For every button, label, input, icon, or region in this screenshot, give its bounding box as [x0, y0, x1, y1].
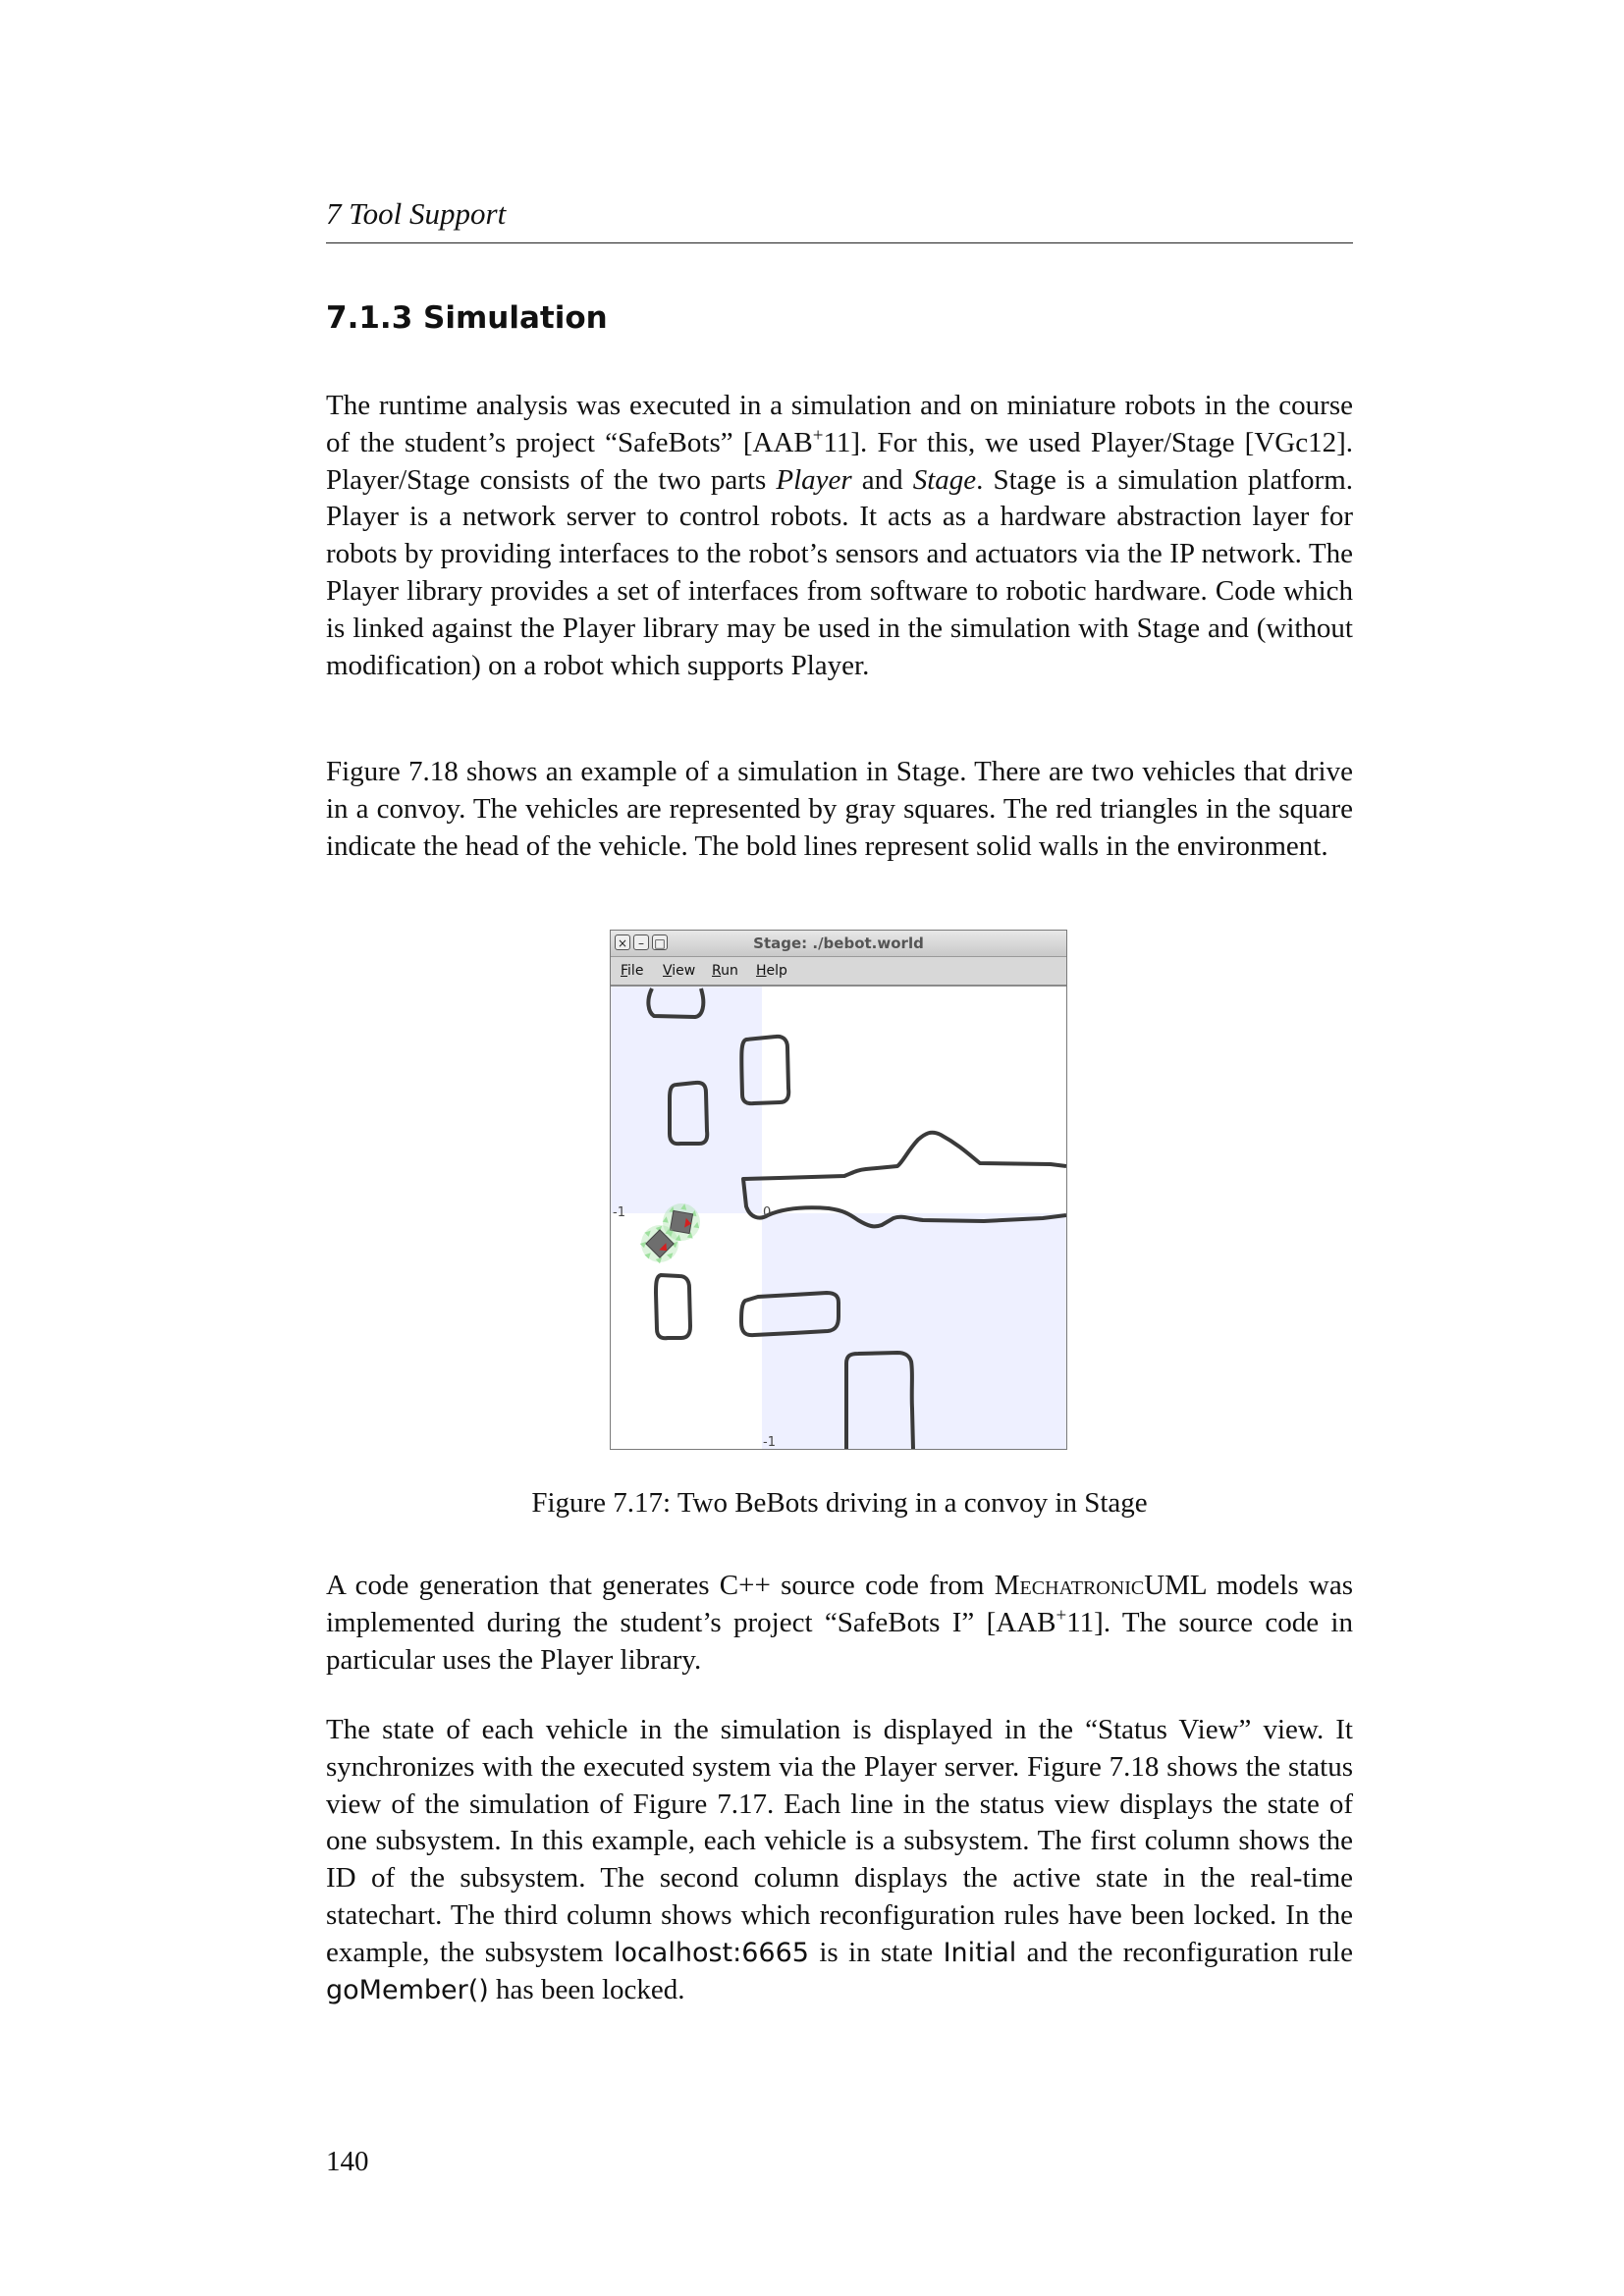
paragraph-figure-description: Figure 7.18 shows an example of a simulation in Stage. There are two vehicles that drive in a convoy. The vehicles are represented by gray squares. The red triangles in the square indicate the head of the vehicle. The bold lines represent solid walls in the environment. — [326, 756, 1353, 862]
shaded-quadrant-top-left — [611, 987, 762, 1213]
wall-obstacle — [656, 1275, 690, 1338]
stage-window — [610, 930, 1067, 1450]
wall-obstacle — [743, 1133, 1066, 1227]
paragraph-player-stage: The runtime analysis was executed in a simulation and on miniature robots in the course of the student’s project “SafeBots” [AAB+11]. For this, we used Player/Stage [VGc12]. Player/Stage consists of the two parts Player and Stage. Stage is a simulation platform. Player is a network server to control robots. It acts as a hardware abstraction layer for robots by providing interfaces to the robot’s sensors and actuators via the IP network. The Player library provides a set of interfaces from software to robotic hardware. Code which is linked against the Player library may be used in the simulation with Stage and (without modification) on a robot which supports Player. — [326, 390, 1354, 681]
running-header: 7 Tool Support — [326, 196, 507, 231]
figure-caption: Figure 7.17: Two BeBots driving in a convoy in Stage — [531, 1487, 1148, 1519]
axis-label-origin: 0 — [763, 1205, 772, 1220]
menu-help[interactable]: Help — [756, 963, 787, 979]
minimize-icon[interactable]: – — [633, 934, 649, 950]
menu-run[interactable]: Run — [712, 963, 738, 979]
close-icon[interactable]: × — [615, 934, 630, 950]
menu-view[interactable]: View — [663, 963, 696, 979]
simulation-canvas[interactable] — [611, 987, 1066, 1449]
paragraph-status-view: The state of each vehicle in the simulation is displayed in the “Status View” view. It synchronizes with the executed system via the Player server. Figure 7.18 shows the status view of the simulation of Figure 7.17. Each line in the status view displays the state of one subsystem. In this example, each vehicle is a subsystem. The first column shows the ID of the subsystem. The second column displays the active state in the real-time statechart. The third column shows which reconfiguration rules have been locked. In the example, the subsystem localhost:6665 is in state Initial and the reconfiguration rule goMember() has been locked. — [326, 1714, 1353, 2005]
paragraph-code-generation: A code generation that generates C++ source code from MechatronicUML models was implemented during the student’s project “SafeBots I” [AAB+11]. The source code in particular uses the Player library. — [326, 1570, 1353, 1676]
menu-file[interactable]: File — [621, 963, 644, 979]
menu-bar — [611, 957, 1066, 987]
axis-label-y-neg1: -1 — [763, 1435, 776, 1449]
header-rule — [326, 242, 1353, 243]
maximize-icon[interactable]: □ — [652, 934, 668, 950]
section-title: 7.1.3 Simulation — [326, 300, 608, 336]
window-title: Stage: ./bebot.world — [753, 934, 924, 952]
axis-label-x-neg1: -1 — [613, 1205, 625, 1220]
title-bar — [611, 931, 1066, 957]
page-number: 140 — [326, 2146, 369, 2177]
